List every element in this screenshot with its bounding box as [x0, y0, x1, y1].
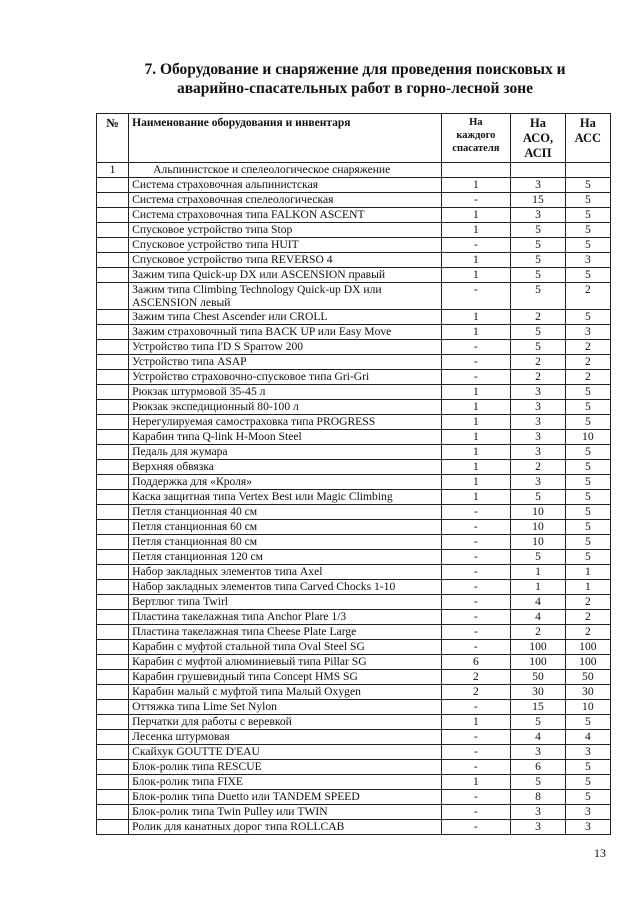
section-cell-empty: [441, 163, 511, 178]
item-name: Верхняя обвязка: [129, 460, 441, 475]
ass-qty: 2: [565, 283, 610, 310]
row-number-cell: [97, 685, 129, 700]
row-number-cell: [97, 475, 129, 490]
table-row: [97, 580, 611, 595]
ass-qty: 3: [565, 325, 610, 340]
table-row: [97, 805, 611, 820]
row-number-cell: [97, 805, 129, 820]
item-name: Карабин с муфтой алюминиевый типа Pillar SG: [129, 655, 441, 670]
aso-qty: 5: [511, 223, 565, 238]
header-aso: [511, 114, 565, 163]
aso-qty: 10: [511, 520, 565, 535]
item-name: Лесенка штурмовая: [129, 730, 441, 745]
item-name: Зажим страховочный типа BACK UP или Easy Move: [129, 325, 441, 340]
per-rescuer-qty: -: [441, 595, 511, 610]
row-number-cell: [97, 340, 129, 355]
table-row: [97, 475, 611, 490]
ass-qty: 2: [565, 595, 610, 610]
row-number-cell: [97, 253, 129, 268]
aso-qty: 3: [511, 415, 565, 430]
table-row: [97, 208, 611, 223]
row-number-cell: [97, 715, 129, 730]
row-number-cell: [97, 283, 129, 310]
item-name: Спусковое устройство типа Stop: [129, 223, 441, 238]
per-rescuer-qty: 6: [441, 655, 511, 670]
header-ass-line-2: АСС: [574, 131, 602, 145]
aso-qty: 3: [511, 820, 565, 835]
title-line-2: аварийно-спасательных работ в горно-лесной зоне: [176, 80, 534, 97]
table-row: [97, 415, 611, 430]
row-number-cell: [97, 580, 129, 595]
ass-qty: 10: [565, 430, 610, 445]
header-ass: [565, 114, 610, 163]
per-rescuer-qty: -: [441, 505, 511, 520]
section-cell-empty: [565, 163, 610, 178]
per-rescuer-qty: -: [441, 640, 511, 655]
per-rescuer-qty: 1: [441, 490, 511, 505]
item-name: Блок-ролик типа Duetto или TANDEM SPEED: [129, 790, 441, 805]
row-number-cell: [97, 625, 129, 640]
aso-qty: 30: [511, 685, 565, 700]
row-number-cell: [97, 610, 129, 625]
aso-qty: 100: [511, 640, 565, 655]
ass-qty: 5: [565, 445, 610, 460]
item-name: Система страховочная альпинистская: [129, 178, 441, 193]
ass-qty: 5: [565, 715, 610, 730]
per-rescuer-qty: 1: [441, 385, 511, 400]
item-name: Нерегулируемая самостраховка типа PROGRESS: [129, 415, 441, 430]
aso-qty: 1: [511, 565, 565, 580]
item-name: Зажим типа Climbing Technology Quick-up DX или ASCENSION левый: [129, 283, 441, 310]
ass-qty: 5: [565, 505, 610, 520]
row-number-cell: [97, 445, 129, 460]
ass-qty: 5: [565, 238, 610, 253]
per-rescuer-qty: 1: [441, 268, 511, 283]
aso-qty: 2: [511, 370, 565, 385]
per-rescuer-qty: 1: [441, 460, 511, 475]
item-name: Ролик для канатных дорог типа ROLLCAB: [129, 820, 441, 835]
aso-qty: 4: [511, 610, 565, 625]
ass-qty: 4: [565, 730, 610, 745]
ass-qty: 100: [565, 640, 610, 655]
table-row: [97, 268, 611, 283]
row-number-cell: [97, 310, 129, 325]
item-name: Зажим типа Quick-up DX или ASCENSION правый: [129, 268, 441, 283]
ass-qty: 5: [565, 178, 610, 193]
aso-qty: 5: [511, 325, 565, 340]
ass-qty: 5: [565, 535, 610, 550]
row-number-cell: [97, 208, 129, 223]
row-number-cell: [97, 325, 129, 340]
per-rescuer-qty: 2: [441, 685, 511, 700]
row-number-cell: [97, 370, 129, 385]
per-rescuer-qty: -: [441, 760, 511, 775]
aso-qty: 100: [511, 655, 565, 670]
per-rescuer-qty: -: [441, 580, 511, 595]
per-rescuer-qty: 1: [441, 775, 511, 790]
aso-qty: 5: [511, 253, 565, 268]
ass-qty: 5: [565, 550, 610, 565]
per-rescuer-qty: 1: [441, 400, 511, 415]
table-row: [97, 685, 611, 700]
row-number-cell: [97, 730, 129, 745]
per-rescuer-qty: -: [441, 625, 511, 640]
table-row: [97, 490, 611, 505]
ass-qty: 1: [565, 580, 610, 595]
section-row: [97, 163, 611, 178]
item-name: Блок-ролик типа RESCUE: [129, 760, 441, 775]
per-rescuer-qty: -: [441, 340, 511, 355]
per-rescuer-qty: -: [441, 730, 511, 745]
table-row: [97, 790, 611, 805]
table-row: [97, 193, 611, 208]
per-rescuer-qty: 1: [441, 430, 511, 445]
item-name: Блок-ролик типа FIXE: [129, 775, 441, 790]
ass-qty: 50: [565, 670, 610, 685]
ass-qty: 100: [565, 655, 610, 670]
title-line-1: 7. Оборудование и снаряжение для проведения поисковых и: [144, 61, 566, 78]
row-number-cell: [97, 490, 129, 505]
row-number-cell: [97, 178, 129, 193]
table-body: [97, 163, 611, 835]
per-rescuer-qty: -: [441, 520, 511, 535]
table-row: [97, 655, 611, 670]
row-number-cell: [97, 775, 129, 790]
header-per-rescuer-line-1: На: [469, 117, 483, 128]
per-rescuer-qty: 1: [441, 475, 511, 490]
ass-qty: 2: [565, 370, 610, 385]
item-name: Карабин с муфтой стальной типа Oval Steel SG: [129, 640, 441, 655]
row-number-cell: [97, 595, 129, 610]
item-name: Петля станционная 60 см: [129, 520, 441, 535]
item-name: Система страховочная спелеологическая: [129, 193, 441, 208]
row-number-cell: [97, 700, 129, 715]
aso-qty: 2: [511, 355, 565, 370]
document-title: [120, 60, 590, 98]
row-number-cell: [97, 268, 129, 283]
row-number-cell: [97, 640, 129, 655]
item-name: Карабин малый с муфтой типа Малый Oxygen: [129, 685, 441, 700]
per-rescuer-qty: 1: [441, 445, 511, 460]
per-rescuer-qty: -: [441, 370, 511, 385]
ass-qty: 5: [565, 268, 610, 283]
table-row: [97, 400, 611, 415]
per-rescuer-qty: -: [441, 283, 511, 310]
table-row: [97, 223, 611, 238]
header-aso-line-3: АСП: [524, 146, 552, 160]
aso-qty: 3: [511, 475, 565, 490]
per-rescuer-qty: -: [441, 745, 511, 760]
row-number-cell: [97, 385, 129, 400]
table-row: [97, 238, 611, 253]
aso-qty: 4: [511, 730, 565, 745]
ass-qty: 5: [565, 415, 610, 430]
row-number-cell: [97, 355, 129, 370]
table-row: [97, 610, 611, 625]
item-name: Устройство типа I'D S Sparrow 200: [129, 340, 441, 355]
table-row: [97, 430, 611, 445]
per-rescuer-qty: 1: [441, 223, 511, 238]
header-per-rescuer-line-2: каждого: [456, 130, 496, 141]
table-header-row: [97, 114, 611, 163]
item-name: Петля станционная 40 см: [129, 505, 441, 520]
table-row: [97, 715, 611, 730]
row-number-cell: [97, 238, 129, 253]
table-row: [97, 178, 611, 193]
item-name: Петля станционная 80 см: [129, 535, 441, 550]
per-rescuer-qty: 1: [441, 253, 511, 268]
aso-qty: 3: [511, 445, 565, 460]
per-rescuer-qty: -: [441, 805, 511, 820]
per-rescuer-qty: 1: [441, 178, 511, 193]
row-number-cell: [97, 415, 129, 430]
ass-qty: 5: [565, 223, 610, 238]
table-row: [97, 820, 611, 835]
aso-qty: 5: [511, 490, 565, 505]
aso-qty: 6: [511, 760, 565, 775]
ass-qty: 5: [565, 385, 610, 400]
item-name: Спусковое устройство типа HUIT: [129, 238, 441, 253]
ass-qty: 5: [565, 475, 610, 490]
per-rescuer-qty: -: [441, 610, 511, 625]
item-name: Карабин грушевидный типа Concept HMS SG: [129, 670, 441, 685]
table-row: [97, 730, 611, 745]
aso-qty: 4: [511, 595, 565, 610]
table-row: [97, 670, 611, 685]
per-rescuer-qty: 1: [441, 715, 511, 730]
row-number-cell: [97, 460, 129, 475]
ass-qty: 3: [565, 820, 610, 835]
ass-qty: 5: [565, 790, 610, 805]
page-number: 13: [594, 846, 606, 860]
item-name: Набор закладных элементов типа Axel: [129, 565, 441, 580]
aso-qty: 5: [511, 283, 565, 310]
item-name: Пластина такелажная типа Cheese Plate Large: [129, 625, 441, 640]
per-rescuer-qty: 1: [441, 325, 511, 340]
row-number-cell: [97, 223, 129, 238]
row-number-cell: [97, 790, 129, 805]
row-number-cell: [97, 400, 129, 415]
section-cell-empty: [511, 163, 565, 178]
ass-qty: 5: [565, 193, 610, 208]
header-aso-line-2: АСО,: [522, 131, 554, 145]
aso-qty: 5: [511, 775, 565, 790]
ass-qty: 30: [565, 685, 610, 700]
aso-qty: 15: [511, 193, 565, 208]
item-name: Петля станционная 120 см: [129, 550, 441, 565]
aso-qty: 3: [511, 385, 565, 400]
row-number-cell: [97, 655, 129, 670]
aso-qty: 8: [511, 790, 565, 805]
table-row: [97, 460, 611, 475]
table-row: [97, 535, 611, 550]
ass-qty: 2: [565, 355, 610, 370]
aso-qty: 50: [511, 670, 565, 685]
aso-qty: 3: [511, 208, 565, 223]
item-name: Рюкзак штурмовой 35-45 л: [129, 385, 441, 400]
aso-qty: 5: [511, 238, 565, 253]
per-rescuer-qty: -: [441, 238, 511, 253]
item-name: Оттяжка типа Lime Set Nylon: [129, 700, 441, 715]
section-name: Альпинистское и спелеологическое снаряжение: [129, 163, 441, 178]
aso-qty: 3: [511, 430, 565, 445]
ass-qty: 2: [565, 610, 610, 625]
aso-qty: 5: [511, 715, 565, 730]
ass-qty: 5: [565, 460, 610, 475]
table-row: [97, 325, 611, 340]
per-rescuer-qty: -: [441, 550, 511, 565]
item-name: Скайхук GOUTTE D'EAU: [129, 745, 441, 760]
ass-qty: 2: [565, 625, 610, 640]
item-name: Рюкзак экспедиционный 80-100 л: [129, 400, 441, 415]
item-name: Блок-ролик типа Twin Pulley или TWIN: [129, 805, 441, 820]
item-name: Пластина такелажная типа Anchor Plare 1/3: [129, 610, 441, 625]
table-row: [97, 775, 611, 790]
row-number-cell: [97, 193, 129, 208]
table-row: [97, 625, 611, 640]
per-rescuer-qty: 1: [441, 310, 511, 325]
per-rescuer-qty: -: [441, 193, 511, 208]
item-name: Набор закладных элементов типа Carved Chocks 1-10: [129, 580, 441, 595]
row-number-cell: [97, 505, 129, 520]
aso-qty: 2: [511, 625, 565, 640]
item-name: Устройство страховочно-спусковое типа Gri-Gri: [129, 370, 441, 385]
ass-qty: 3: [565, 745, 610, 760]
table-row: [97, 520, 611, 535]
table-row: [97, 355, 611, 370]
item-name: Каска защитная типа Vertex Best или Magic Climbing: [129, 490, 441, 505]
per-rescuer-qty: -: [441, 700, 511, 715]
table-row: [97, 595, 611, 610]
ass-qty: 2: [565, 340, 610, 355]
aso-qty: 2: [511, 460, 565, 475]
aso-qty: 3: [511, 805, 565, 820]
aso-qty: 1: [511, 580, 565, 595]
row-number-cell: [97, 820, 129, 835]
item-name: Поддержка для «Кроля»: [129, 475, 441, 490]
table-row: [97, 385, 611, 400]
item-name: Система страховочная типа FALKON ASCENT: [129, 208, 441, 223]
table-row: [97, 283, 611, 310]
per-rescuer-qty: -: [441, 565, 511, 580]
aso-qty: 3: [511, 745, 565, 760]
ass-qty: 5: [565, 775, 610, 790]
row-number-cell: [97, 430, 129, 445]
ass-qty: 5: [565, 490, 610, 505]
row-number-cell: [97, 565, 129, 580]
item-name: Карабин типа Q-link H-Moon Steel: [129, 430, 441, 445]
ass-qty: 1: [565, 565, 610, 580]
ass-qty: 5: [565, 310, 610, 325]
table-row: [97, 505, 611, 520]
item-name: Спусковое устройство типа REVERSO 4: [129, 253, 441, 268]
aso-qty: 15: [511, 700, 565, 715]
per-rescuer-qty: 2: [441, 670, 511, 685]
ass-qty: 3: [565, 253, 610, 268]
table-row: [97, 640, 611, 655]
header-name: Наименование оборудования и инвентаря: [129, 114, 441, 163]
header-number: №: [97, 114, 129, 163]
table-row: [97, 310, 611, 325]
item-name: Педаль для жумара: [129, 445, 441, 460]
aso-qty: 3: [511, 400, 565, 415]
per-rescuer-qty: 1: [441, 208, 511, 223]
table-row: [97, 340, 611, 355]
item-name: Вертлюг типа Twirl: [129, 595, 441, 610]
header-per-rescuer-line-3: спасателя: [452, 143, 500, 154]
per-rescuer-qty: -: [441, 790, 511, 805]
header-per-rescuer: [441, 114, 511, 163]
ass-qty: 5: [565, 760, 610, 775]
header-aso-line-1: На: [529, 116, 546, 130]
aso-qty: 5: [511, 340, 565, 355]
aso-qty: 3: [511, 178, 565, 193]
per-rescuer-qty: -: [441, 355, 511, 370]
aso-qty: 5: [511, 268, 565, 283]
ass-qty: 3: [565, 805, 610, 820]
row-number-cell: [97, 535, 129, 550]
table-row: [97, 745, 611, 760]
equipment-table: [96, 113, 611, 835]
table-row: [97, 253, 611, 268]
row-number-cell: [97, 520, 129, 535]
item-name: Зажим типа Chest Ascender или CROLL: [129, 310, 441, 325]
per-rescuer-qty: 1: [441, 415, 511, 430]
aso-qty: 5: [511, 550, 565, 565]
item-name: Перчатки для работы с веревкой: [129, 715, 441, 730]
row-number-cell: [97, 550, 129, 565]
item-name: Устройство типа ASAP: [129, 355, 441, 370]
per-rescuer-qty: -: [441, 535, 511, 550]
row-number-cell: [97, 670, 129, 685]
table-row: [97, 445, 611, 460]
aso-qty: 2: [511, 310, 565, 325]
aso-qty: 10: [511, 505, 565, 520]
row-number-cell: [97, 745, 129, 760]
table-row: [97, 760, 611, 775]
ass-qty: 10: [565, 700, 610, 715]
table-row: [97, 700, 611, 715]
row-number-cell: [97, 760, 129, 775]
ass-qty: 5: [565, 400, 610, 415]
ass-qty: 5: [565, 520, 610, 535]
header-ass-line-1: На: [579, 116, 596, 130]
table-row: [97, 550, 611, 565]
ass-qty: 5: [565, 208, 610, 223]
per-rescuer-qty: -: [441, 820, 511, 835]
section-number: 1: [97, 163, 129, 178]
table-row: [97, 565, 611, 580]
aso-qty: 10: [511, 535, 565, 550]
table-row: [97, 370, 611, 385]
